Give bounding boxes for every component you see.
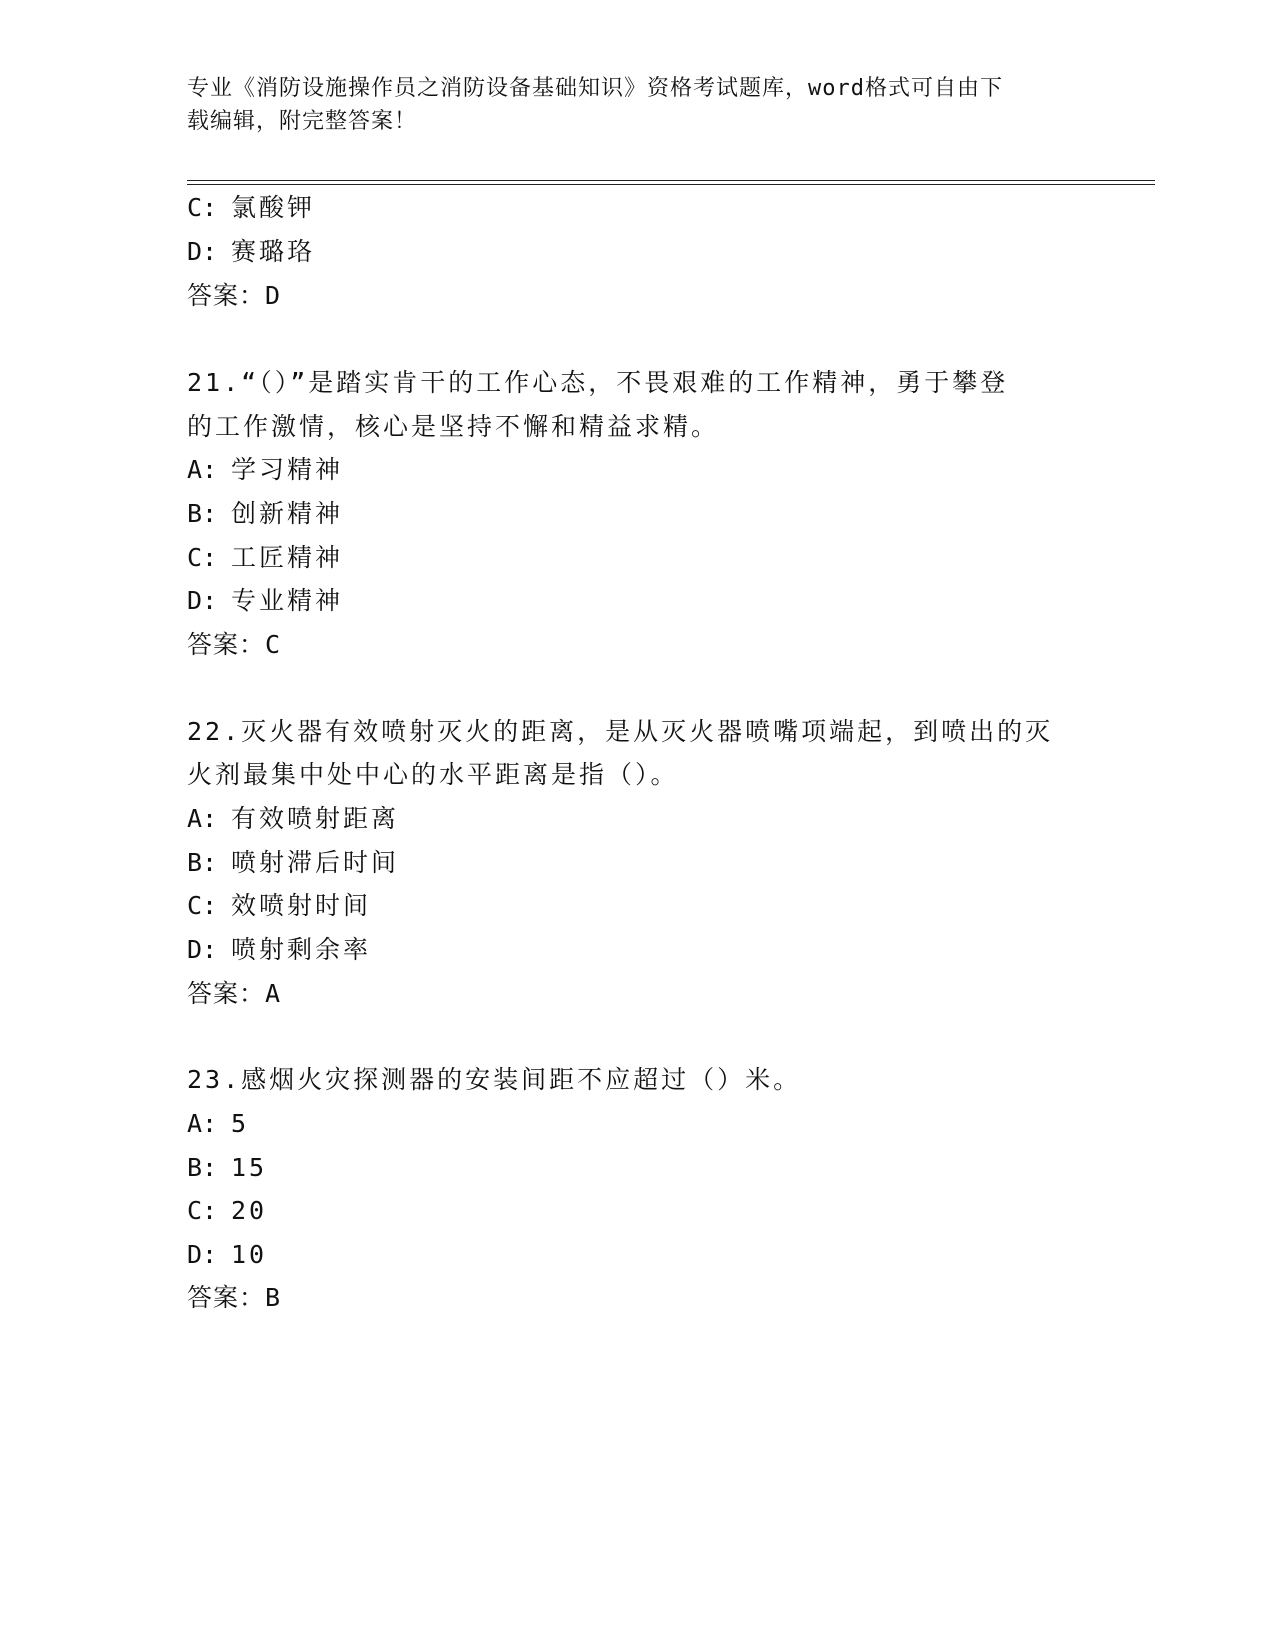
option-label: A: bbox=[187, 804, 218, 833]
option-b bbox=[187, 1151, 267, 1185]
option-c bbox=[187, 889, 371, 923]
option-a bbox=[187, 453, 343, 487]
option-text: 20 bbox=[231, 1196, 268, 1225]
header-divider-top bbox=[187, 180, 1155, 181]
option-label: A: bbox=[187, 1109, 218, 1138]
option-label: D: bbox=[187, 935, 218, 964]
header-line-2: 载编辑，附完整答案！ bbox=[187, 109, 418, 134]
question-stem: 21.“（）”是踏实肯干的工作心态，不畏艰难的工作精神，勇于攀登 bbox=[187, 368, 1009, 397]
option-label: C: bbox=[187, 193, 218, 222]
option-text: 15 bbox=[231, 1153, 268, 1182]
option-text: 10 bbox=[231, 1240, 268, 1269]
option-a bbox=[187, 802, 399, 836]
option-c bbox=[187, 1194, 267, 1228]
option-text: 喷射滞后时间 bbox=[231, 848, 400, 877]
option-text: 有效喷射距离 bbox=[231, 804, 400, 833]
answer-line: 答案：B bbox=[187, 1283, 282, 1312]
option-b bbox=[187, 846, 399, 880]
option-text: 赛璐珞 bbox=[231, 237, 316, 266]
option-text: 学习精神 bbox=[231, 455, 344, 484]
option-c bbox=[187, 191, 315, 225]
option-text: 创新精神 bbox=[231, 499, 344, 528]
option-label: C: bbox=[187, 543, 218, 572]
option-a bbox=[187, 1107, 249, 1141]
option-label: D: bbox=[187, 237, 218, 266]
answer-line: 答案：C bbox=[187, 630, 282, 659]
option-d bbox=[187, 235, 315, 269]
option-text: 氯酸钾 bbox=[231, 193, 316, 222]
option-label: C: bbox=[187, 1196, 218, 1225]
option-label: B: bbox=[187, 848, 218, 877]
option-text: 工匠精神 bbox=[231, 543, 344, 572]
question-stem: 的工作激情，核心是坚持不懈和精益求精。 bbox=[187, 412, 720, 441]
option-text: 效喷射时间 bbox=[231, 891, 372, 920]
option-d bbox=[187, 933, 371, 967]
question-stem: 23.感烟火灾探测器的安装间距不应超过（）米。 bbox=[187, 1065, 802, 1094]
option-d bbox=[187, 1238, 267, 1272]
option-label: C: bbox=[187, 891, 218, 920]
option-label: B: bbox=[187, 1153, 218, 1182]
option-d bbox=[187, 584, 343, 618]
document-header bbox=[187, 72, 1087, 138]
answer-line: 答案：D bbox=[187, 281, 282, 310]
option-label: D: bbox=[187, 1240, 218, 1269]
question-stem: 火剂最集中处中心的水平距离是指（）。 bbox=[187, 760, 679, 789]
question-stem: 22.灭火器有效喷射灭火的距离，是从灭火器喷嘴项端起，到喷出的灭 bbox=[187, 717, 1054, 746]
header-line-1: 专业《消防设施操作员之消防设备基础知识》资格考试题库，word格式可自由下 bbox=[187, 76, 1003, 101]
option-c bbox=[187, 541, 343, 575]
header-divider-bottom bbox=[187, 184, 1155, 185]
option-text: 5 bbox=[231, 1109, 250, 1138]
answer-line: 答案：A bbox=[187, 979, 282, 1008]
option-text: 专业精神 bbox=[231, 586, 344, 615]
option-text: 喷射剩余率 bbox=[231, 935, 372, 964]
option-label: A: bbox=[187, 455, 218, 484]
option-label: B: bbox=[187, 499, 218, 528]
option-b bbox=[187, 497, 343, 531]
option-label: D: bbox=[187, 586, 218, 615]
